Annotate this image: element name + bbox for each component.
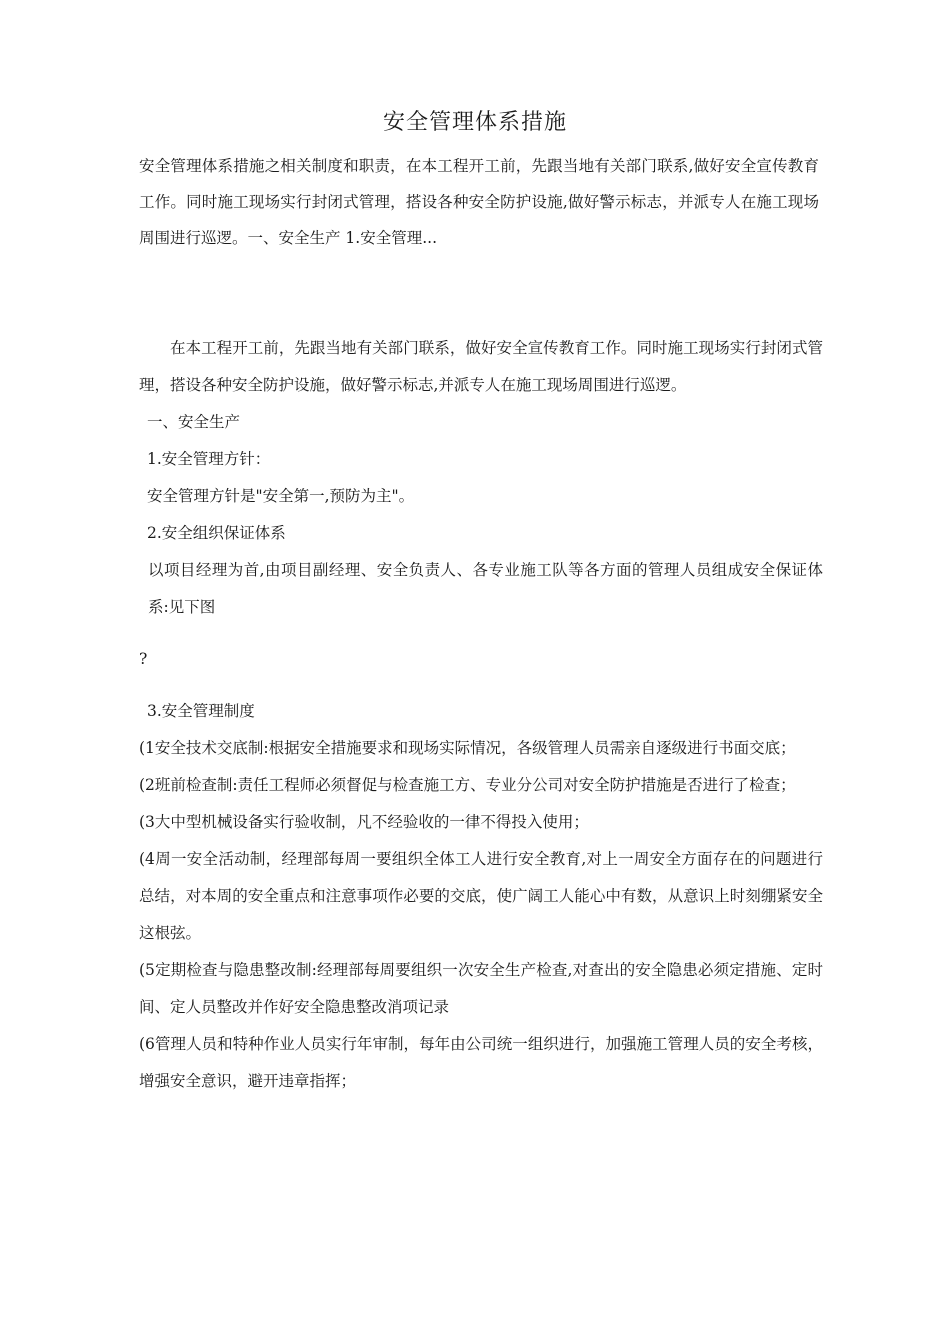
document-summary: 安全管理体系措施之相关制度和职责，在本工程开工前，先跟当地有关部门联系,做好安全宣传教育工作。同时施工现场实行封闭式管理，搭设各种安全防护设施,做好警示标志，并派专人在施工现场周围进行巡逻。一、安全生产 1.安全管理... bbox=[139, 157, 819, 247]
rule-item-2: (2班前检查制:责任工程师必须督促与检查施工方、专业分公司对安全防护措施是否进行了检查； bbox=[139, 776, 796, 794]
safety-policy-text: 安全管理方针是"安全第一,预防为主"。 bbox=[147, 487, 415, 505]
safety-organization-text: 以项目经理为首,由项目副经理、安全负责人、各专业施工队等各方面的管理人员组成安全保证体系:见下图 bbox=[148, 561, 823, 616]
missing-figure-mark: ? bbox=[139, 650, 148, 668]
section-heading-safety-production: 一、安全生产 bbox=[147, 413, 241, 431]
intro-paragraph: 在本工程开工前，先跟当地有关部门联系，做好安全宣传教育工作。同时施工现场实行封闭式管理，搭设各种安全防护设施，做好警示标志,并派专人在施工现场周围进行巡逻。 bbox=[139, 339, 823, 394]
rule-item-5: (5定期检查与隐患整改制:经理部每周要组织一次安全生产检查,对查出的安全隐患必须定措施、定时间、定人员整改并作好安全隐患整改消项记录 bbox=[139, 961, 823, 1016]
rule-item-6: (6管理人员和特种作业人员实行年审制，每年由公司统一组织进行，加强施工管理人员的安全考核，增强安全意识，避开违章指挥； bbox=[139, 1035, 823, 1090]
document-body bbox=[139, 330, 823, 1100]
rule-item-4: (4周一安全活动制，经理部每周一要组织全体工人进行安全教育,对上一周安全方面存在的问题进行总结，对本周的安全重点和注意事项作必要的交底，使广阔工人能心中有数，从意识上时刻绷紧安全这根弦。 bbox=[139, 850, 823, 942]
rule-item-1: (1安全技术交底制:根据安全措施要求和现场实际情况，各级管理人员需亲自逐级进行书面交底； bbox=[139, 739, 796, 757]
subheading-safety-rules: 3.安全管理制度 bbox=[147, 702, 255, 720]
subheading-safety-organization: 2.安全组织保证体系 bbox=[147, 524, 286, 542]
subheading-safety-policy: 1.安全管理方针： bbox=[147, 450, 271, 468]
document-title: 安全管理体系措施 bbox=[382, 110, 567, 135]
rule-item-3: (3大中型机械设备实行验收制，凡不经验收的一律不得投入使用； bbox=[139, 813, 589, 831]
